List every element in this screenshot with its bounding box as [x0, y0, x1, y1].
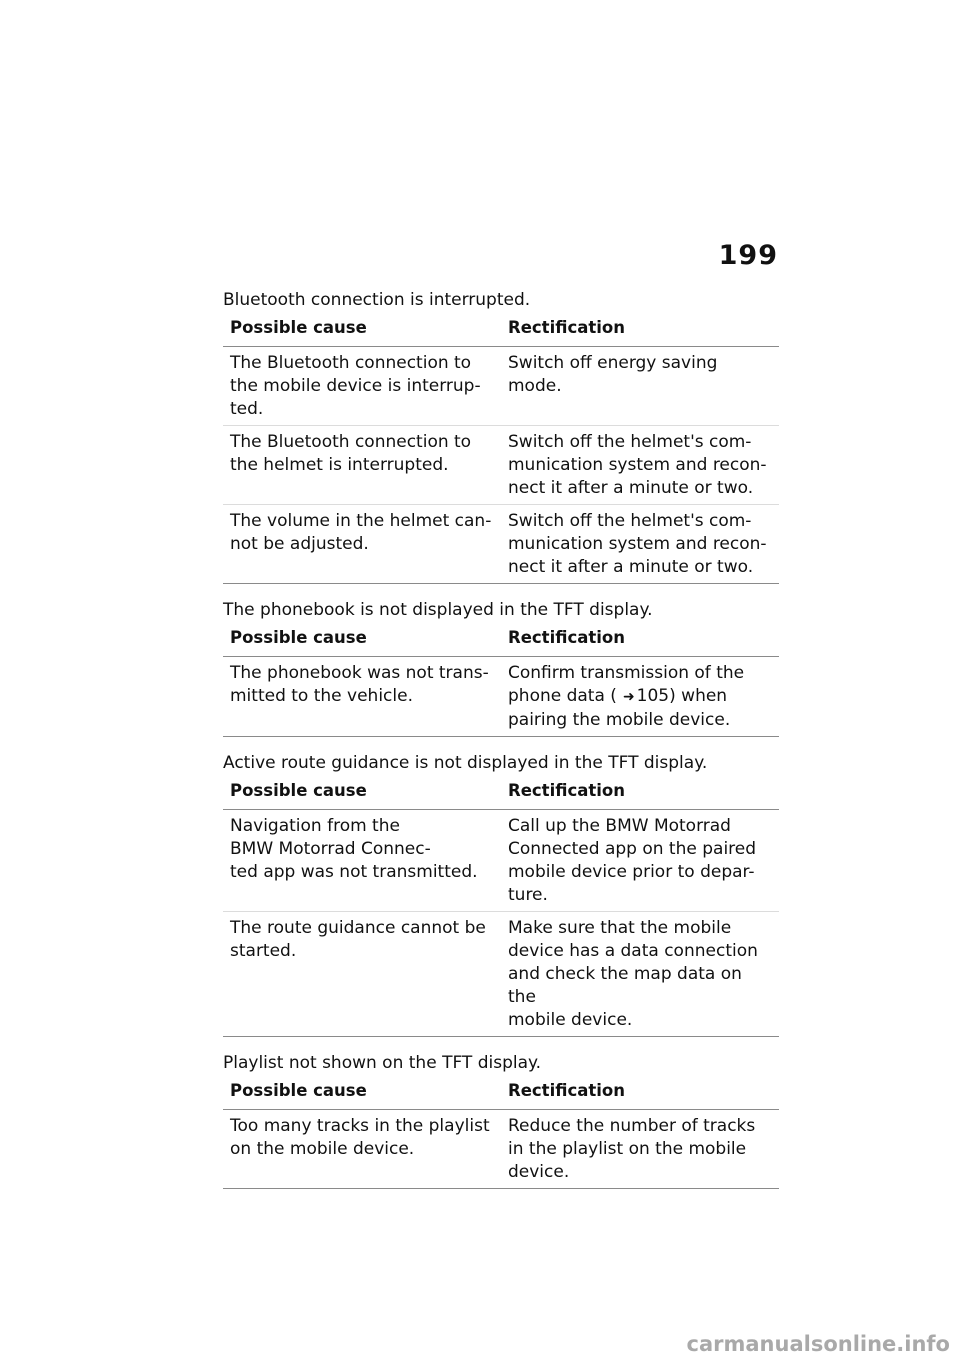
section-phonebook	[223, 598, 779, 737]
troubleshooting-table	[223, 626, 779, 737]
rectification-cell: Switch off the helmet's com- munication system and recon- nect it after a minute or two.	[508, 432, 767, 498]
rectification-cell: Reduce the number of tracks in the playlist on the mobile device.	[508, 1116, 756, 1182]
troubleshooting-table	[223, 1079, 779, 1189]
header-rectification: Rectification	[508, 781, 625, 800]
section-title: Bluetooth connection is interrupted.	[223, 290, 531, 310]
section-bluetooth	[223, 288, 779, 584]
section-playlist	[223, 1051, 779, 1189]
header-possible-cause: Possible cause	[230, 628, 367, 647]
table-header	[223, 626, 779, 657]
cause-cell: The Bluetooth connection to the helmet is interrupted.	[230, 432, 472, 475]
table-row	[223, 912, 779, 1037]
page-reference-arrow-icon: ➜	[622, 689, 635, 705]
troubleshooting-table	[223, 316, 779, 584]
header-rectification: Rectification	[508, 318, 625, 337]
header-rectification: Rectification	[508, 1081, 625, 1100]
rectification-cell: Switch off the helmet's com- munication system and recon- nect it after a minute or two.	[508, 511, 767, 577]
header-possible-cause: Possible cause	[230, 781, 367, 800]
table-header	[223, 779, 779, 810]
cause-cell: Too many tracks in the playlist on the mobile device.	[230, 1116, 490, 1159]
table-row	[223, 1110, 779, 1189]
table-row	[223, 347, 779, 426]
troubleshooting-table	[223, 779, 779, 1037]
rectification-text: Confirm transmission of the phone data (	[508, 663, 745, 706]
header-possible-cause: Possible cause	[230, 318, 367, 337]
table-header	[223, 1079, 779, 1110]
cause-cell: The phonebook was not trans- mitted to the vehicle.	[230, 663, 489, 706]
section-title: The phonebook is not displayed in the TFT display.	[223, 600, 653, 620]
cause-cell: The volume in the helmet can- not be adjusted.	[230, 511, 492, 554]
cause-cell: Navigation from the BMW Motorrad Connec- ted app was not transmitted.	[230, 816, 478, 882]
section-title: Active route guidance is not displayed in the TFT display.	[223, 753, 708, 773]
cause-cell: The Bluetooth connection to the mobile device is interrup- ted.	[230, 353, 481, 419]
rectification-cell	[501, 657, 779, 736]
cause-cell: The route guidance cannot be started.	[230, 918, 486, 961]
rectification-text: ) when pairing the mobile device.	[508, 686, 731, 730]
watermark: carmanualsonline.info	[686, 1332, 950, 1356]
table-header	[223, 316, 779, 347]
rectification-cell: Make sure that the mobile device has a data connection and check the map data on the mobile device.	[508, 918, 758, 1030]
rectification-cell: Switch off energy saving mode.	[508, 353, 718, 396]
page-reference-link[interactable]: 105	[636, 686, 670, 706]
troubleshooting-content	[223, 288, 779, 1203]
table-row	[223, 426, 779, 505]
section-route-guidance	[223, 751, 779, 1037]
section-title: Playlist not shown on the TFT display.	[223, 1053, 542, 1073]
table-row	[223, 657, 779, 737]
header-possible-cause: Possible cause	[230, 1081, 367, 1100]
table-row	[223, 810, 779, 912]
table-row	[223, 505, 779, 584]
header-rectification: Rectification	[508, 628, 625, 647]
rectification-cell: Call up the BMW Motorrad Connected app on the paired mobile device prior to depar- ture.	[508, 816, 757, 905]
page-number: 199	[718, 240, 778, 271]
